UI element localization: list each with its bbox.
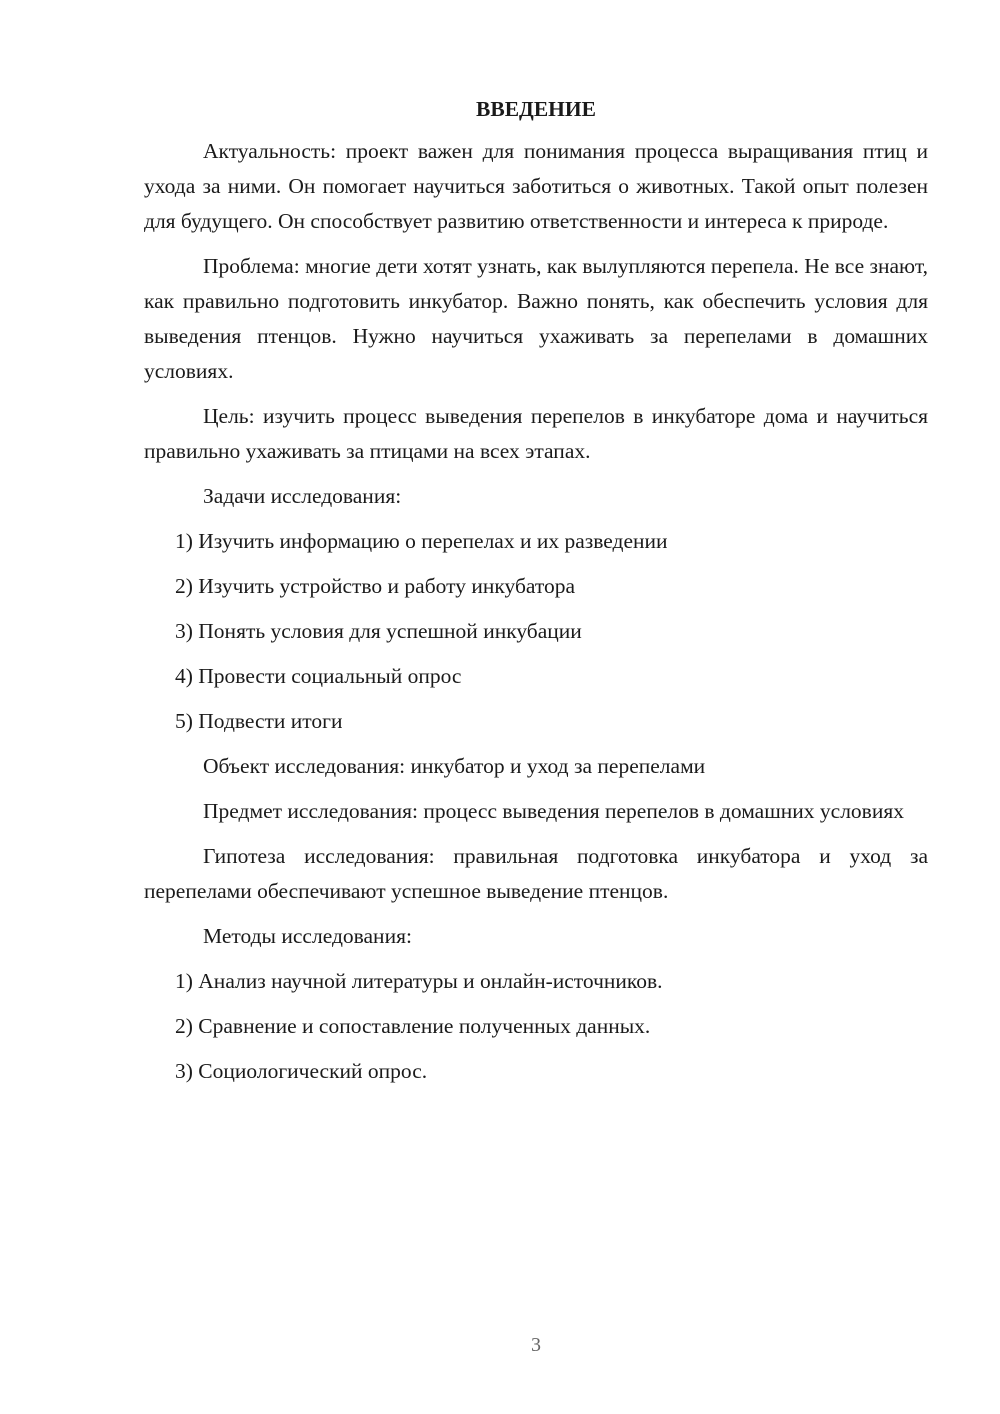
problem-paragraph: Проблема: многие дети хотят узнать, как вылупляются перепела. Не все знают, как правильно подготовить инкубатор. Важно понять, как обеспечить условия для выведения птенцов. Нужно научиться ухаживать за перепелами в домашних условиях. (144, 254, 928, 383)
goal-paragraph: Цель: изучить процесс выведения перепелов в инкубаторе дома и научиться правильно ухаживать за птицами на всех этапах. (144, 404, 928, 463)
task-item: 3) Понять условия для успешной инкубации (175, 619, 582, 643)
method-item: 2) Сравнение и сопоставление полученных данных. (175, 1014, 651, 1038)
page-number: 3 (531, 1334, 541, 1356)
page-title: ВВЕДЕНИЕ (476, 97, 596, 121)
subject-paragraph: Предмет исследования: процесс выведения перепелов в домашних условиях (203, 799, 904, 823)
method-item: 1) Анализ научной литературы и онлайн-источников. (175, 969, 663, 993)
methods-list (144, 964, 928, 1089)
task-item: 4) Провести социальный опрос (175, 664, 462, 688)
tasks-list (144, 524, 928, 739)
object-paragraph: Объект исследования: инкубатор и уход за перепелами (203, 754, 706, 778)
method-item: 3) Социологический опрос. (175, 1059, 428, 1083)
relevance-paragraph: Актуальность: проект важен для понимания процесса выращивания птиц и ухода за ними. Он помогает научиться заботиться о животных. Такой опыт полезен для будущего. Он способствует развитию ответственности и интереса к природе. (144, 139, 928, 233)
task-item: 5) Подвести итоги (175, 709, 343, 733)
page-content (144, 92, 928, 1099)
hypothesis-paragraph: Гипотеза исследования: правильная подготовка инкубатора и уход за перепелами обеспечивают успешное выведение птенцов. (144, 844, 928, 903)
task-item: 1) Изучить информацию о перепелах и их разведении (175, 529, 668, 553)
task-item: 2) Изучить устройство и работу инкубатора (175, 574, 576, 598)
tasks-heading: Задачи исследования: (203, 484, 402, 508)
methods-heading: Методы исследования: (203, 924, 412, 948)
